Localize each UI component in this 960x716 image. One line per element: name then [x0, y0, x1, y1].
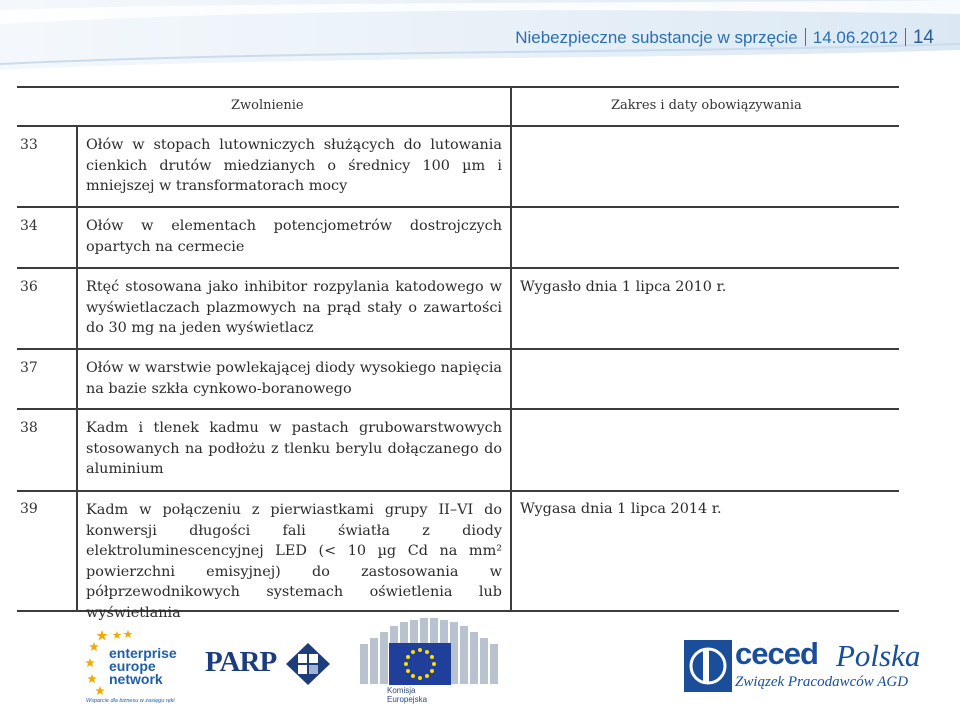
eu-flag-icon — [389, 643, 451, 685]
column-header-exemption: Zwolnienie — [231, 98, 304, 113]
row-scope-text: Wygasło dnia 1 lipca 2010 r. — [520, 279, 727, 295]
een-word: europe — [109, 658, 156, 674]
row-number: 37 — [20, 360, 38, 376]
table-rule-top — [17, 86, 899, 88]
table-rule — [17, 490, 899, 492]
ceced-subtitle: Związek Pracodawców AGD — [735, 674, 909, 690]
table-column-divider — [76, 126, 78, 611]
row-exemption-text: Ołów w elementach potencjometrów dostrojczych opartych na cermecie — [86, 218, 502, 255]
een-word: enterprise — [109, 645, 177, 661]
een-stars-top-icon — [112, 630, 140, 644]
row-number: 36 — [20, 279, 38, 295]
table-column-divider — [510, 86, 512, 611]
een-word: network — [109, 671, 163, 687]
komisja-word: Europejska — [387, 695, 428, 704]
header-separator — [805, 28, 806, 46]
row-number: 34 — [20, 218, 38, 234]
een-tagline: Wsparcie dla biznesu w zasięgu ręki — [86, 698, 175, 704]
row-exemption-text: Ołów w stopach lutowniczych służących do lutowania cienkich drutów miedzianych o średnicy 100 µm i mniejszej w transformatorach mocy — [86, 137, 502, 194]
table-rule-header — [17, 125, 899, 127]
header-separator — [905, 28, 906, 46]
row-exemption-text: Ołów w warstwie powlekającej diody wysokiego napięcia na bazie szkła cynkowo-boranowego — [86, 360, 502, 397]
presentation-title: Niebezpieczne substancje w sprzęcie — [515, 28, 798, 47]
ceced-logo-text: ceced — [735, 636, 818, 671]
column-header-scope: Zakres i daty obowiązywania — [611, 98, 802, 113]
een-logo-text — [109, 647, 177, 686]
ceced-polska-text: Polska — [836, 638, 921, 673]
exemptions-table — [17, 86, 899, 621]
komisja-europejska-label — [387, 686, 427, 704]
table-rule — [17, 267, 899, 269]
row-number: 39 — [20, 501, 38, 517]
row-exemption-text: Kadm w połączeniu z pierwiastkami grupy II–VI do konwersji długości fali światła z diody elektroluminescencyjnej LED (< 10 µg Cd na mm² powierzchni emisyjnej) do zastosowania w półprzewodnikowych systemach oświetlenia lub wyświetlania — [86, 502, 502, 621]
table-rule — [17, 206, 899, 208]
ceced-emblem-icon — [684, 640, 732, 692]
row-number: 33 — [20, 137, 38, 153]
presentation-date: 14.06.2012 — [812, 28, 898, 47]
table-rule — [17, 408, 899, 410]
row-number: 38 — [20, 420, 38, 436]
row-exemption-text: Kadm i tlenek kadmu w pastach grubowarstwowych stosowanych na podłożu z tlenku berylu dołączanego do aluminium — [86, 420, 502, 477]
table-rule — [17, 348, 899, 350]
komisja-word: Komisja — [387, 686, 416, 695]
header-title-bar — [515, 27, 934, 49]
parp-emblem-icon — [286, 643, 330, 685]
row-scope-text: Wygasa dnia 1 lipca 2014 r. — [520, 501, 722, 517]
parp-logo-text: PARP — [205, 646, 277, 678]
page-number: 14 — [912, 27, 934, 48]
row-exemption-text: Rtęć stosowana jako inhibitor rozpylania katodowego w wyświetlaczach plazmowych na prąd stały o zawartości do 30 mg na jeden wyświetlacz — [86, 279, 502, 336]
